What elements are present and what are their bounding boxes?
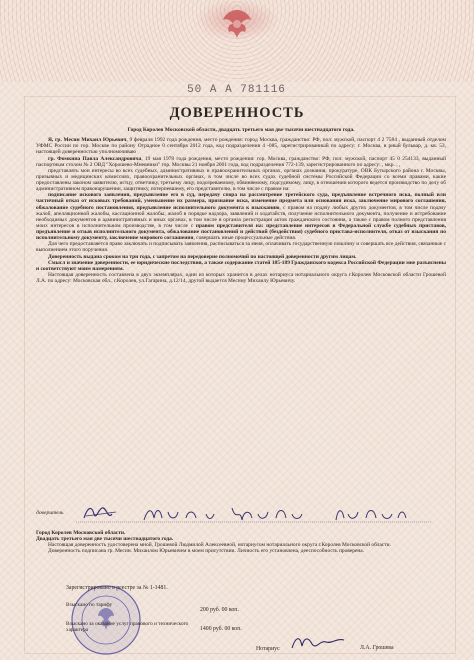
text-segment: Город Королев Московской области. bbox=[36, 530, 126, 536]
paragraph-p4 bbox=[36, 192, 446, 241]
signature-label: доверитель bbox=[36, 510, 64, 516]
paragraph-p2 bbox=[36, 156, 446, 168]
paragraph-p8 bbox=[36, 272, 446, 284]
body-paragraphs bbox=[36, 137, 446, 284]
text-segment: Смысл и значение доверенности, ее юридические последствия, а также содержание статей 185-189 Гражданского кодекса Российской Федерации мне разъяснены и соответствуют моим намерениям. bbox=[36, 259, 446, 272]
text-segment: , 19 мая 1978 года рождения, место рождения: гор. Москва, гражданство: РФ, пол: мужской, паспорт 45 0 254133, выданный паспортным столом № 2 ОВД "Хорошево-Мневники" гор. Москвы 21 ноября 2001 года, код подразделения 772-139, зарегистрированного по адресу: , мкр. , , bbox=[36, 155, 446, 168]
fee-services-value: 1400 руб. 00 коп. bbox=[200, 626, 242, 632]
text-segment: , 9 февраля 1992 года рождения, место рождения: город Москва, гражданство: РФ, пол: мужской, паспорт 4 2 7584 , выданный отделом УФМС России по гор. Москве по району Отрадное 0 сентября 2012 года, код подразделения 4 -085, зарегистрированный по адресу: г. Москва, в рный бульвар, д. кв. 53, настоящей доверенностью уполномочиваю bbox=[36, 137, 446, 156]
paragraph-p1 bbox=[36, 137, 446, 155]
document-body bbox=[36, 127, 446, 284]
paragraph-p7 bbox=[36, 260, 446, 272]
paragraph-p5 bbox=[36, 241, 446, 253]
notary-certification bbox=[36, 530, 446, 554]
coat-of-arms-icon bbox=[217, 6, 257, 42]
fee-tariff-label: Взыскано по тарифу bbox=[66, 602, 113, 608]
text-segment: Я, гр. Месин Михаил Юрьевич bbox=[48, 137, 127, 144]
text-segment: Доверенность подписана гр. Месин. Михаилом Юрьевичем в моем присутствии. Личность его установлена, дееспособность проверена. bbox=[48, 548, 365, 555]
text-segment: , совершать иные процессуальные действия. bbox=[193, 235, 297, 242]
text-segment: подписание искового заявления, предъявление его в суд, передачу спора на рассмотрение третейского суда, предъявление встречного иска, полный или частичный отказ от исковых требований, уменьшение их размера, признание иска, изменение предмета или основания иска, заключение мирового соглашения, обжалование судебного постановления, предъявление исполнительного документа к взысканию bbox=[36, 192, 446, 211]
notary-signature bbox=[286, 632, 356, 652]
principal-signature-row bbox=[36, 500, 446, 526]
text-segment: Для чего предоставляется право заключать и подписывать заявления, расписываться за меня, оплачивать государственную пошлину и совершать все действия, связанные с выполнением этого поручения. bbox=[36, 241, 446, 254]
text-segment: Двадцать третьего мая две тысячи шестнадцатого года. bbox=[36, 536, 174, 543]
document-title: ДОВЕРЕННОСТЬ bbox=[169, 105, 305, 121]
paragraph-n4 bbox=[36, 548, 446, 554]
text-segment: гр. Фомкина Павла Александровича bbox=[48, 155, 142, 162]
text-segment: Настоящая доверенность составлена в двух экземплярах, один из которых хранится в делах нотариуса нотариального округа г.Королев Московской области Грошевой Л.А. по адресу: Московская обл., г.Королев, ул.Гагарина, д.12/14, другой выдается Месину Михаилу Юрьевичу. bbox=[36, 271, 446, 284]
fee-services-label: Взыскано за оказание услуг правового и технического характера bbox=[66, 621, 189, 634]
text-segment: представлять мои интересы во всех судебных, административных и правоохранительных органах, органах дознания, прокуратуре, ОВК Бутырского района г. Москвы, призывных и медицинских комиссиях, правоохранительных органах, в том числе во всех судах судебной системы Российской Федерации со всеми правами, какие предоставлены законом заявителю, истцу, ответчику, третьему лицу, подозреваемому, обвиняемому, подсудимому, лицу, в отношении которого ведется производство по делу об административном правонарушении, защитнику, потерпевшему, его представителю, в том числе с правом на: bbox=[36, 167, 446, 193]
place-date-line: Город Королев Московской области, двадцать третьего мая две тысячи шестнадцатого года. bbox=[127, 127, 355, 133]
registry-entry: Зарегистрировано в реестре за № 1-1481. bbox=[66, 585, 168, 591]
notary-name: Л.А. Грошева bbox=[360, 645, 394, 651]
text-segment: , с правом на подачу любых других документов, в том числе подачу жалоб, апелляционной жалобы, кассационной жалобы, жалоб в порядке надзора, заявлений и ходатайств, получение исполнительного документа, получение и истребование необходимых документов в административных и иных органах, в том числе в органах регистрации актов гражданского состояния, а также с правом полного представления моих интересов в исполнительном производстве, в том числе с bbox=[36, 204, 446, 229]
paragraph-p3 bbox=[36, 168, 446, 193]
text-segment: Настоящая доверенность удостоверена мной, Грошевой Людмилой Алексеевной, нотариусом нотариального округа г.Королев Московской области. bbox=[48, 542, 391, 549]
notary-label: Нотариус bbox=[256, 646, 280, 652]
notary-paragraphs bbox=[36, 530, 446, 554]
text-segment: правом представителя на: представление интересов в Федеральной службе судебных приставов, предъявление и отзыв исполнительного документа, обжалование постановлений и действий (бездействия) судебного пристава-исполнителя, отказ от взыскания по исполнительному документу, заключение мирового соглашения bbox=[36, 222, 446, 242]
form-serial-number: 50 А А 781116 bbox=[187, 84, 286, 96]
text-segment: Доверенность выдана сроком на три года, с запретом на передоверие полномочий по настоящей доверенности другим лицам. bbox=[48, 253, 357, 260]
fee-tariff-value: 200 руб. 00 коп. bbox=[200, 607, 239, 613]
handwritten-signature bbox=[36, 500, 446, 526]
